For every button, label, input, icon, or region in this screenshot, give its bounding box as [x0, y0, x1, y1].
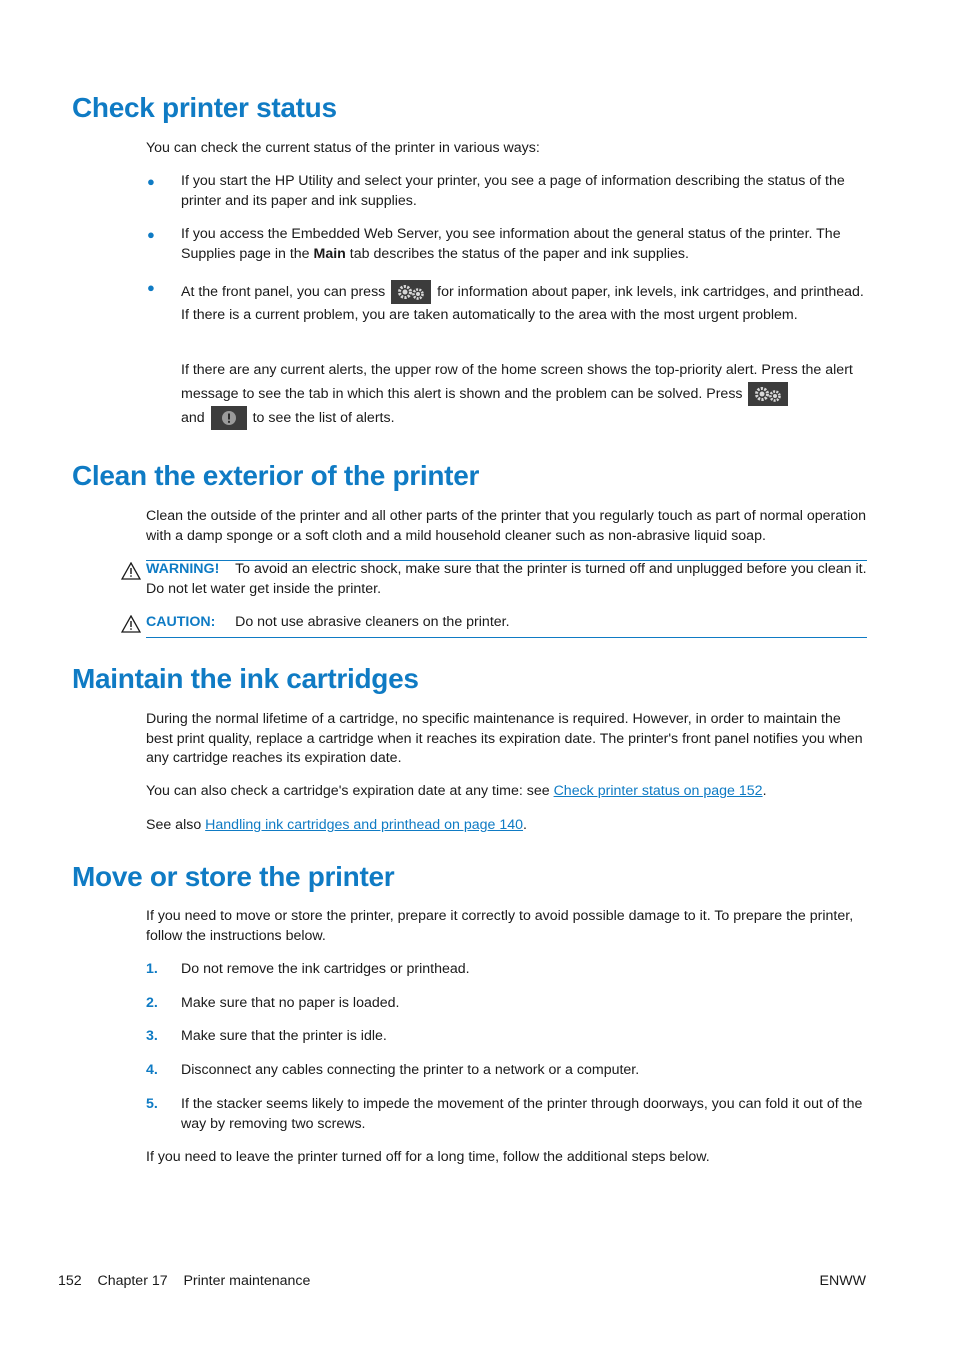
warning-text: To avoid an electric shock, make sure that the printer is turned off and unplugged before you clean it. Do not let water get inside the printer. — [146, 561, 867, 597]
bullet3-text-b: for information about paper, ink levels, ink cartridges, and printhead. If there is a current problem, you are taken automatically to the area with the most urgent problem. — [181, 283, 864, 323]
link-handling-ink-cartridges[interactable]: Handling ink cartridges and printhead on page 140 — [205, 817, 524, 833]
alert-exclamation-icon[interactable] — [211, 406, 247, 430]
main-tab-label: Main — [313, 245, 346, 262]
step-number: 1. — [146, 961, 158, 977]
step-number: 3. — [146, 1028, 158, 1044]
check-suffix: . — [762, 783, 767, 799]
heading-clean-exterior: Clean the exterior of the printer — [72, 460, 480, 491]
page-footer-left — [58, 1272, 310, 1291]
see-prefix: See also — [146, 817, 206, 833]
warning-label: WARNING! — [146, 561, 220, 577]
heading-maintain-cartridges: Maintain the ink cartridges — [72, 663, 419, 694]
status-intro: You can check the current status of the printer in various ways: — [146, 140, 540, 156]
heading-move-or-store: Move or store the printer — [72, 861, 395, 892]
caution-text: Do not use abrasive cleaners on the printer. — [235, 614, 510, 630]
step-text: Do not remove the ink cartridges or printhead. — [181, 961, 470, 977]
warning-note — [146, 560, 868, 599]
warning-triangle-icon — [121, 562, 141, 580]
status-bullet-1: If you start the HP Utility and select your printer, you see a page of information describing the status of the printer and its paper and ink supplies. — [181, 173, 845, 209]
settings-gears-icon[interactable] — [748, 382, 788, 406]
bullet-icon: ● — [147, 174, 155, 189]
alert-text-b: to see the list of alerts. — [252, 409, 395, 426]
alert-text-a: If there are any current alerts, the upper row of the home screen shows the top-priority alert. Press the alert message to see the tab in which this alert is shown and the problem can be solved. Press — [181, 362, 853, 402]
status-bullet-3 — [181, 280, 869, 327]
clean-body: Clean the outside of the printer and all other parts of the printer that you regularly touch as part of normal operation with a damp sponge or a soft cloth and a mild household cleaner such as non-abrasive liquid soap. — [146, 508, 867, 544]
step-text: Disconnect any cables connecting the printer to a network or a computer. — [181, 1062, 640, 1078]
status-bullet-2 — [181, 225, 869, 264]
page-number: 152 — [58, 1273, 82, 1289]
see-suffix: . — [523, 817, 527, 833]
maintain-check-paragraph — [146, 782, 868, 802]
chapter-label: Chapter 17 — [97, 1273, 168, 1289]
step-text: Make sure that the printer is idle. — [181, 1028, 387, 1044]
bullet-icon: ● — [147, 227, 155, 242]
maintain-see-also — [146, 816, 868, 836]
caution-label: CAUTION: — [146, 614, 216, 630]
step-number: 5. — [146, 1096, 158, 1112]
move-intro: If you need to move or store the printer, prepare it correctly to avoid possible damage to it. To prepare the printer, follow the instructions below. — [146, 908, 854, 944]
status-alert-paragraph — [181, 359, 869, 430]
heading-check-printer-status: Check printer status — [72, 92, 337, 123]
caution-note — [146, 613, 868, 633]
bullet2-text-a: If you access the Embedded Web Server, you see information about the general status of the printer. The Supplies page in the — [181, 226, 841, 262]
step-number: 4. — [146, 1062, 158, 1078]
divider — [146, 637, 867, 638]
alert-and-text: and — [181, 409, 205, 426]
bullet-icon: ● — [147, 280, 155, 295]
step-number: 2. — [146, 995, 158, 1011]
link-check-printer-status[interactable]: Check printer status on page 152 — [553, 783, 763, 799]
maintain-body: During the normal lifetime of a cartridge, no specific maintenance is required. However, in order to maintain the best print quality, replace a cartridge when it reaches its expiration date. The printer's front panel notifies you when any cartridge reaches its expiration date. — [146, 711, 863, 766]
caution-triangle-icon — [121, 615, 141, 633]
footer-brand: ENWW — [819, 1273, 866, 1289]
step-text: Make sure that no paper is loaded. — [181, 995, 400, 1011]
check-prefix: You can also check a cartridge's expiration date at any time: see — [146, 783, 554, 799]
settings-gears-icon[interactable] — [391, 280, 431, 304]
step-text: If the stacker seems likely to impede the movement of the printer through doorways, you can fold it out of the way by removing two screws. — [181, 1096, 863, 1132]
chapter-title: Printer maintenance — [183, 1273, 311, 1289]
bullet2-text-b: tab describes the status of the paper and ink supplies. — [345, 245, 689, 262]
move-outro: If you need to leave the printer turned off for a long time, follow the additional steps below. — [146, 1149, 710, 1165]
bullet3-text-a: At the front panel, you can press — [181, 283, 386, 300]
